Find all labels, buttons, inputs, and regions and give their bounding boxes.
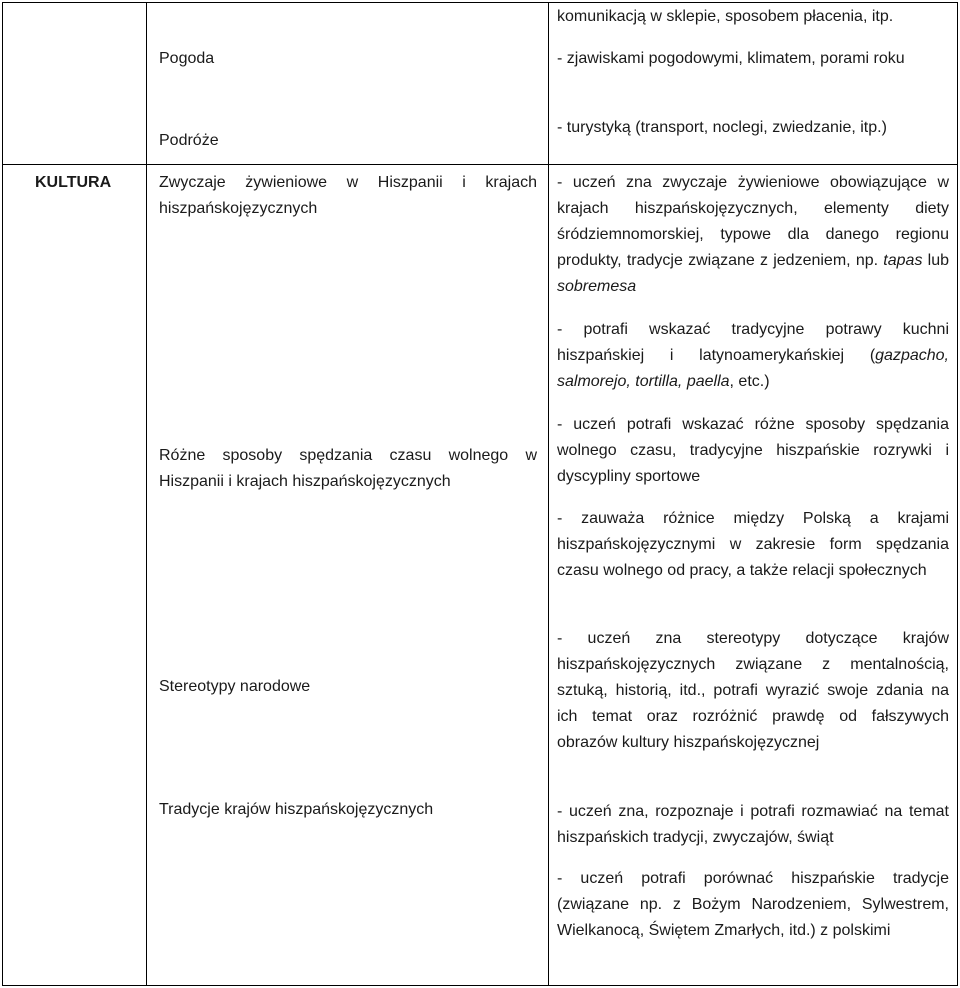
table-border-left — [2, 2, 3, 986]
outcome-roznice: - zauważa różnice między Polską a krajami hiszpańskojęzycznymi w zakresie form spędzania czasu wolnego od pracy, a także relacji społecznych — [557, 510, 949, 579]
outcome-sklep: komunikacją w sklepie, sposobem płacenia, itp. — [557, 8, 894, 25]
topic-czas-wolny: Różne sposoby spędzania czasu wolnego w Hiszpanii i krajach hiszpańskojęzycznych — [159, 447, 537, 490]
outcome-tradycje: - uczeń zna, rozpoznaje i potrafi rozmawiać na temat hiszpańskich tradycji, zwyczajów, świąt — [557, 803, 949, 846]
term-tapas: tapas — [883, 252, 923, 269]
outcome-czas-wolny: - uczeń potrafi wskazać różne sposoby spędzania wolnego czasu, tradycyjne hiszpańskie rozrywki i dyscypliny sportowe — [557, 416, 949, 485]
column-divider-2 — [548, 2, 549, 986]
table-border-top — [2, 2, 958, 3]
table-border-right — [957, 2, 958, 986]
term-dishes: gazpacho, salmorejo, tortilla, paella — [557, 347, 949, 390]
row-divider-kultura — [2, 164, 958, 165]
outcome-zwyczaje-connector: lub — [922, 252, 950, 269]
outcome-porownanie: - uczeń potrafi porównać hiszpańskie tradycje (związane np. z Bożym Narodzeniem, Sylwestrem, Wielkanocą, Świętem Zmarłych, itd.) z polskimi — [557, 870, 949, 939]
outcome-potrawy-text: - potrafi wskazać tradycyjne potrawy kuchni hiszpańskiej i latynoamerykańskiej ( — [557, 321, 949, 364]
outcome-zwyczaje-text: - uczeń zna zwyczaje żywieniowe obowiązujące w krajach hiszpańskojęzycznych, elementy diety śródziemnomorskiej, typowe dla danego regionu produkty, tradycje związane z jedzeniem, np. — [557, 174, 949, 269]
column-divider-1 — [146, 2, 147, 986]
outcome-turystyka: - turystyką (transport, noclegi, zwiedzanie, itp.) — [557, 119, 887, 136]
topic-zwyczaje-zywieniowe: Zwyczaje żywieniowe w Hiszpanii i krajach hiszpańskojęzycznych — [159, 174, 537, 217]
curriculum-table — [2, 2, 958, 986]
outcome-potrawy — [557, 317, 949, 395]
table-border-bottom — [2, 985, 958, 986]
topic-podroze: Podróże — [159, 132, 219, 149]
section-label-kultura: KULTURA — [35, 174, 112, 191]
outcome-potrawy-end: , etc.) — [729, 373, 770, 390]
topic-pogoda: Pogoda — [159, 50, 215, 67]
outcome-stereotypy: - uczeń zna stereotypy dotyczące krajów hiszpańskojęzycznych związane z mentalnością, sztuką, historią, itd., potrafi wyrazić swoje zdania na ich temat oraz rozróżnić prawdę od fałszywych obrazów kultury hiszpańskojęzycznej — [557, 630, 949, 751]
outcome-zwyczaje-zywieniowe — [557, 170, 949, 300]
topic-stereotypy: Stereotypy narodowe — [159, 678, 311, 695]
outcome-pogoda: - zjawiskami pogodowymi, klimatem, porami roku — [557, 50, 905, 67]
term-sobremesa: sobremesa — [557, 278, 637, 295]
topic-tradycje: Tradycje krajów hiszpańskojęzycznych — [159, 801, 434, 818]
